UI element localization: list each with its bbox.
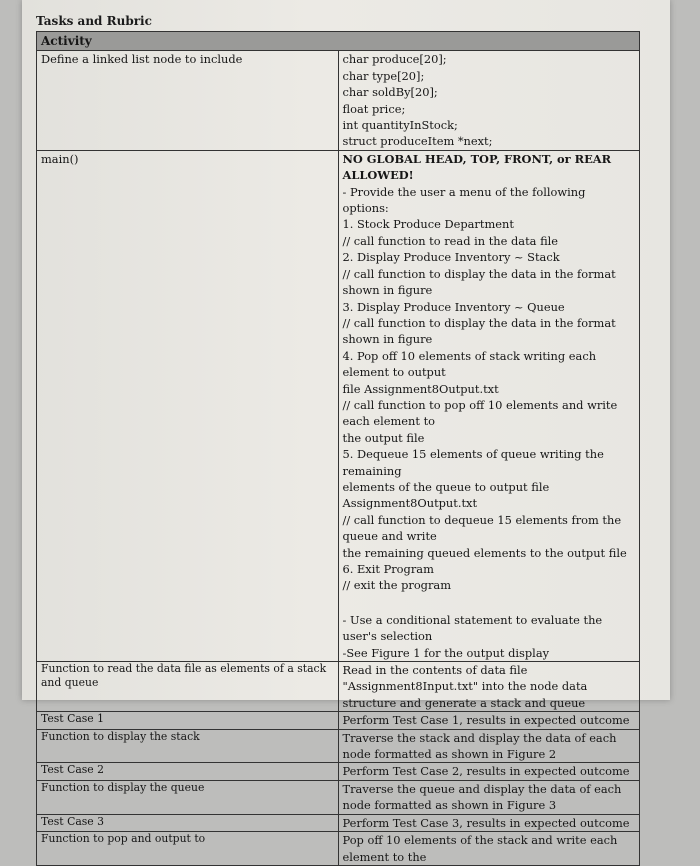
table-row-test-case-3	[37, 814, 640, 831]
row-label-stack: Function to display the stack	[37, 729, 339, 763]
row-content-tc2: Perform Test Case 2, results in expected outcome	[338, 763, 640, 780]
table-row-read-function	[37, 662, 640, 712]
row-label-tc2: Test Case 2	[37, 763, 339, 780]
main-line: -See Figure 1 for the output display	[342, 645, 550, 660]
document-page	[22, 0, 670, 864]
page-title: Tasks and Rubric	[36, 14, 152, 28]
main-line: 2. Display Produce Inventory ~ Stack	[342, 250, 560, 265]
table-row-test-case-1	[37, 712, 640, 729]
main-line: - Provide the user a menu of the following options:	[342, 184, 586, 216]
table-row-test-case-2	[37, 763, 640, 780]
main-line: 4. Pop off 10 elements of stack writing each element to output	[342, 348, 597, 380]
main-line: // call function to display the data in the format shown in figure	[342, 315, 616, 347]
rubric-table	[36, 31, 640, 866]
main-line: - Use a conditional statement to evaluate the user's selection	[342, 612, 603, 644]
table-row-display-stack	[37, 729, 640, 763]
row-label-read: Function to read the data file as elements of a stack and queue	[37, 662, 339, 712]
main-line: // exit the program	[342, 578, 452, 593]
row-label-main: main()	[37, 150, 339, 661]
main-line: 5. Dequeue 15 elements of queue writing the remaining	[342, 447, 604, 478]
row-content-node	[338, 51, 640, 150]
table-row-main	[37, 150, 640, 661]
row-label-pop: Function to pop and output to	[37, 832, 339, 866]
node-field-line: struct produceItem *next;	[342, 134, 493, 149]
row-content-tc3: Perform Test Case 3, results in expected outcome	[338, 814, 640, 831]
table-row-display-queue	[37, 780, 640, 814]
main-line: // call function to pop off 10 elements and write each element to	[342, 397, 618, 429]
main-line: // call function to dequeue 15 elements from the queue and write	[342, 512, 622, 544]
row-label-tc1: Test Case 1	[37, 712, 339, 729]
row-content-pop: Pop off 10 elements of the stack and write each element to the	[338, 832, 640, 866]
row-content-queue: Traverse the queue and display the data of each node formatted as shown in Figure 3	[338, 780, 640, 814]
main-line: the output file	[342, 430, 425, 445]
main-line: 6. Exit Program	[342, 562, 434, 576]
main-line: elements of the queue to output file Assignment8Output.txt	[342, 479, 550, 511]
row-content-stack: Traverse the stack and display the data of each node formatted as shown in Figure 2	[338, 729, 640, 763]
node-field-line: char soldBy[20];	[342, 85, 438, 100]
row-label-tc3: Test Case 3	[37, 814, 339, 831]
main-line: 1. Stock Produce Department	[342, 217, 514, 232]
table-row-node-definition	[37, 51, 640, 150]
row-label-node: Define a linked list node to include	[37, 51, 339, 150]
row-label-queue: Function to display the queue	[37, 780, 339, 814]
row-content-tc1: Perform Test Case 1, results in expected outcome	[338, 712, 640, 729]
node-field-line: float price;	[342, 101, 406, 116]
main-line: // call function to display the data in the format shown in figure	[342, 266, 616, 298]
row-content-main	[338, 150, 640, 661]
main-line: 3. Display Produce Inventory ~ Queue	[342, 299, 565, 314]
node-field-line: char type[20];	[342, 68, 425, 83]
blank-spacer	[343, 594, 636, 612]
main-line: file Assignment8Output.txt	[342, 381, 499, 396]
row-content-read: Read in the contents of data file "Assignment8Input.txt" into the node data structure and generate a stack and queue	[338, 662, 640, 712]
main-line: // call function to read in the data file	[342, 233, 559, 248]
table-header-row	[37, 32, 640, 51]
node-field-line: int quantityInStock;	[342, 118, 458, 133]
node-field-line: char produce[20];	[342, 52, 447, 67]
table-row-pop-output	[37, 832, 640, 866]
main-line: the remaining queued elements to the output file	[342, 545, 627, 560]
activity-header: Activity	[37, 32, 640, 51]
global-warning: NO GLOBAL HEAD, TOP, FRONT, or REAR ALLOWED!	[342, 151, 612, 183]
